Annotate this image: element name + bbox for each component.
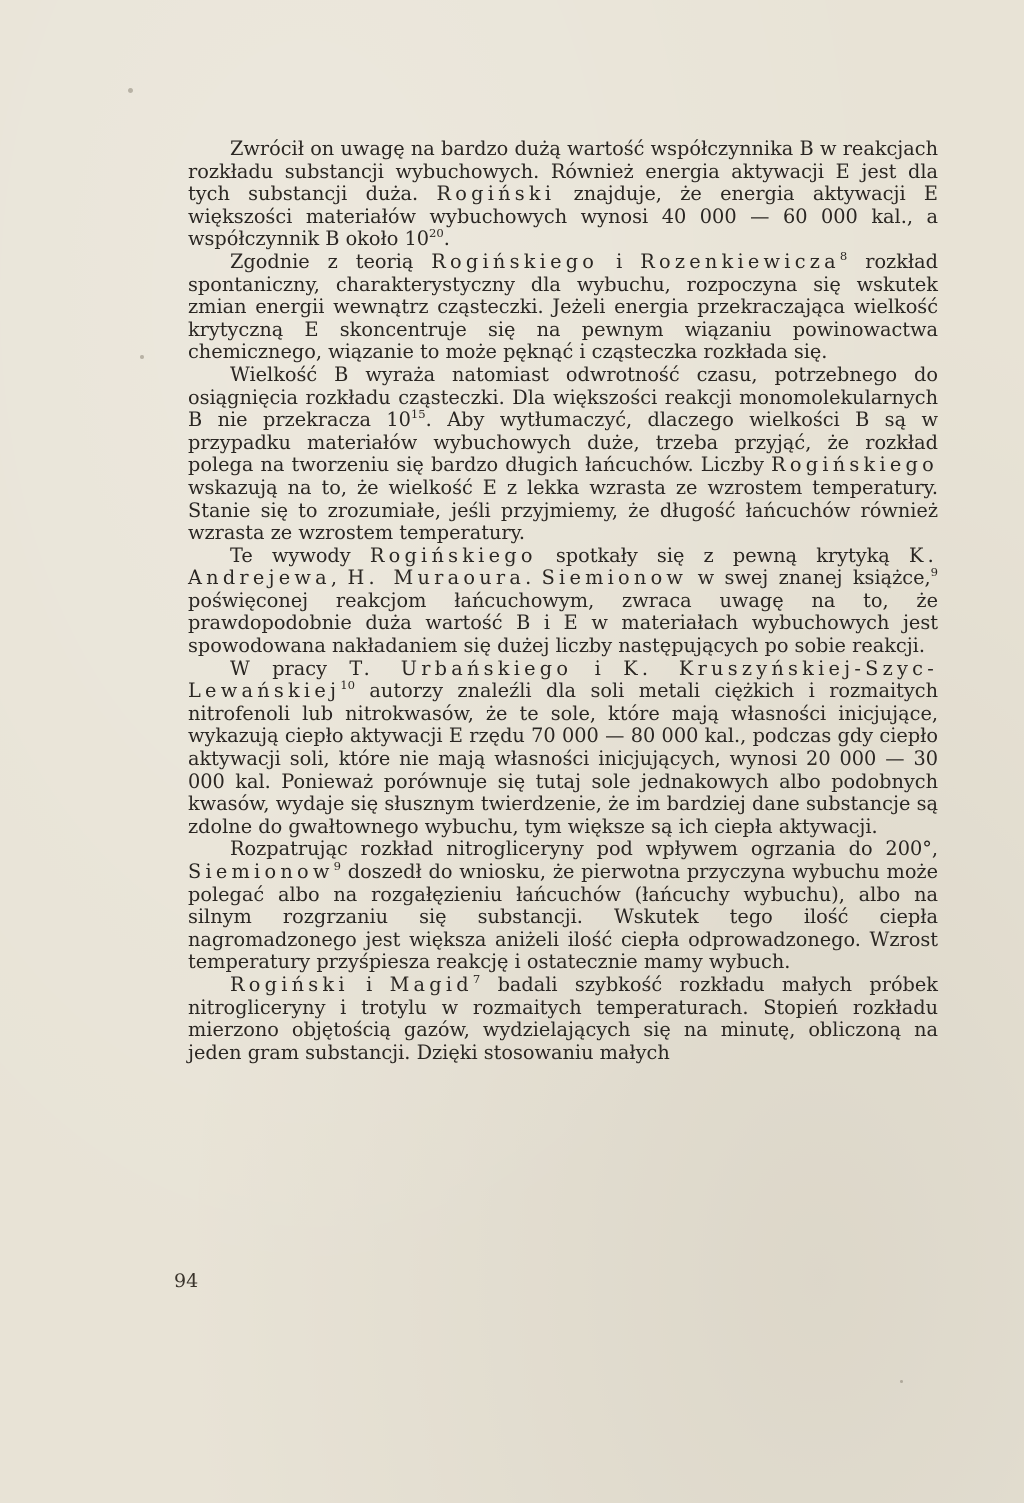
scan-speck: [900, 1380, 903, 1383]
paragraph-2: Zgodnie z teorią Rogińskiego i Rozenkiewicza$^8$ rozkład spontaniczny, charakterystyczny dla wybuchu, rozpoczyna się wskutek zmian energii wewnątrz cząsteczki. Jeżeli energia przekraczająca wielkość krytyczną E skoncentruje się na pewnym wiązaniu powinowactwa chemicznego, wiązanie to może pęknąć i cząsteczka rozkłada się.: [188, 248, 938, 364]
scan-speck: [140, 355, 144, 359]
scan-speck: [128, 88, 133, 93]
paragraph-7: Rogiński i Magid$^7$ badali szybkość rozkładu małych próbek nitrogliceryny i trotylu w rozmaitych temperaturach. Stopień rozkładu mierzono objętością gazów, wydzielających się na minutę, obliczoną na jeden gram substancji. Dzięki stosowaniu małych: [188, 971, 938, 1064]
paragraph-5: W pracy T. Urbańskiego i K. Kruszyńskiej-Szyc-Lewańskiej$^{10}$ autorzy znaleźli dla soli metali ciężkich i rozmaitych nitrofenoli lub nitrokwasów, że te sole, które mają własności inicjujące, wykazują ciepło aktywacji E rzędu 70 000 — 80 000 kal., podczas gdy ciepło aktywacji soli, które nie mają własności inicjujących, wynosi 20 000 — 30 000 kal. Ponieważ porównuje się tutaj sole jednakowych albo podobnych kwasów, wydaje się słusznym twierdzenie, że im bardziej dane substancje są zdolne do gwałtownego wybuchu, tym większe są ich ciepła aktywacji.: [188, 656, 938, 838]
paragraph-6: Rozpatrując rozkład nitrogliceryny pod wpływem ogrzania do 200°, Siemionow$^9$ doszedł do wniosku, że pierwotna przyczyna wybuchu może polegać albo na rozgałęzieniu łańcuchów (łańcuchy wybuchu), albo na silnym rozgrzaniu się substancji. Wskutek tego ilość ciepła nagromadzonego jest większa aniżeli ilość ciepła odprowadzonego. Wzrost temperatury przyśpiesza reakcję i ostatecznie mamy wybuch.: [188, 837, 938, 974]
page-number: 94: [174, 1270, 199, 1292]
paragraph-1: Zwrócił on uwagę na bardzo dużą wartość współczynnika B w reakcjach rozkładu substancji wybuchowych. Również energia aktywacji E jest dla tych substancji duża. Rogiński znajduje, że energia aktywacji E większości materiałów wybuchowych wynosi 40 000 — 60 000 kal., a współczynnik B około $10^{20}$.: [188, 137, 938, 251]
paragraph-3: Wielkość B wyraża natomiast odwrotność czasu, potrzebnego do osiągnięcia rozkładu cząsteczki. Dla większości reakcji monomolekularnych B nie przekracza $10^{15}$. Aby wytłumaczyć, dlaczego wielkości B są w przypadku materiałów wybuchowych duże, trzeba przyjąć, że rozkład polega na tworzeniu się bardzo długich łańcuchów. Liczby Rogińskiego wskazują na to, że wielkość E z lekka wzrasta ze wzrostem temperatury. Stanie się to zrozumiałe, jeśli przyjmiemy, że długość łańcuchów również wzrasta ze wzrostem temperatury.: [188, 362, 938, 545]
paragraph-4: Te wywody Rogińskiego spotkały się z pewną krytyką K. Andrejewa, H. Muraoura. Siemionow w swej znanej książce,$^9$ poświęconej reakcjom łańcuchowym, zwraca uwagę na to, że prawdopodobnie duża wartość B i E w materiałach wybuchowych jest spowodowana nakładaniem się dużej liczby następujących po sobie reakcji.: [188, 543, 938, 658]
body-text: [188, 138, 938, 1064]
